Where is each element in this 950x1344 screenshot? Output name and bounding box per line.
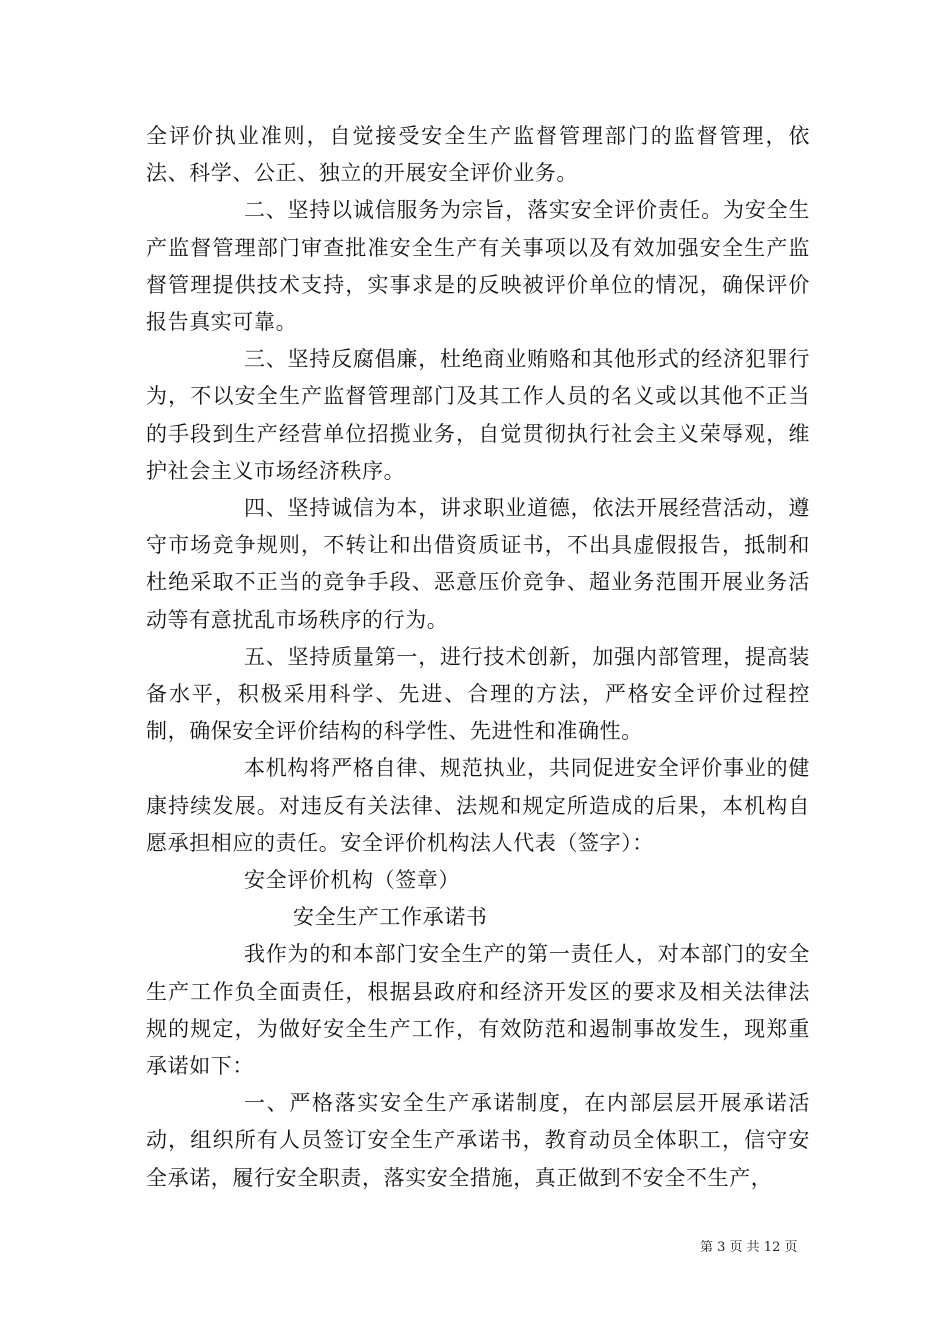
page-number: 第 3 页 共 12 页 [700, 1240, 798, 1255]
paragraph-commitment-1: 一、严格落实安全生产承诺制度，在内部层层开展承诺活动，组织所有人员签订安全生产承诺书，教育动员全体职工，信守安全承诺，履行安全职责，落实安全措施，真正做到不安全不生产， [146, 1091, 810, 1190]
paragraph-item-5: 五、坚持质量第一，进行技术创新，加强内部管理，提高装备水平，积极采用科学、先进、合理的方法，严格安全评价过程控制，确保安全评价结构的科学性、先进性和准确性。 [146, 644, 810, 744]
paragraph-intro: 我作为的和本部门安全生产的第一责任人，对本部门的安全生产工作负全面责任，根据县政府和经济开发区的要求及相关法律法规的规定，为做好安全生产工作，有效防范和遏制事故发生，现郑重承诺如下： [146, 942, 810, 1079]
paragraph-continuation: 全评价执业准则，自觉接受安全生产监督管理部门的监督管理，依法、科学、公正、独立的开展安全评价业务。 [146, 124, 810, 186]
paragraph-item-4: 四、坚持诚信为本，讲求职业道德，依法开展经营活动，遵守市场竞争规则，不转让和出借资质证书，不出具虚假报告，抵制和杜绝采取不正当的竞争手段、恶意压价竞争、超业务范围开展业务活动等有意扰乱市场秩序的行为。 [146, 496, 810, 632]
section-title: 安全生产工作承诺书 [293, 905, 488, 930]
paragraph-item-2: 二、坚持以诚信服务为宗旨，落实安全评价责任。为安全生产监督管理部门审查批准安全生产有关事项以及有效加强安全生产监督管理提供技术支持，实事求是的反映被评价单位的情况，确保评价报告真实可靠。 [146, 198, 810, 335]
paragraph-item-3: 三、坚持反腐倡廉，杜绝商业贿赂和其他形式的经济犯罪行为，不以安全生产监督管理部门及其工作人员的名义或以其他不正当的手段到生产经营单位招揽业务，自觉贯彻执行社会主义荣辱观，维护社会主义市场经济秩序。 [146, 347, 810, 483]
paragraph-closing: 本机构将严格自律、规范执业，共同促进安全评价事业的健康持续发展。对违反有关法律、法规和规定所造成的后果，本机构自愿承担相应的责任。安全评价机构法人代表（签字）： [146, 756, 810, 855]
document-body [146, 118, 810, 1197]
signature-line: 安全评价机构（签章） [244, 868, 460, 893]
